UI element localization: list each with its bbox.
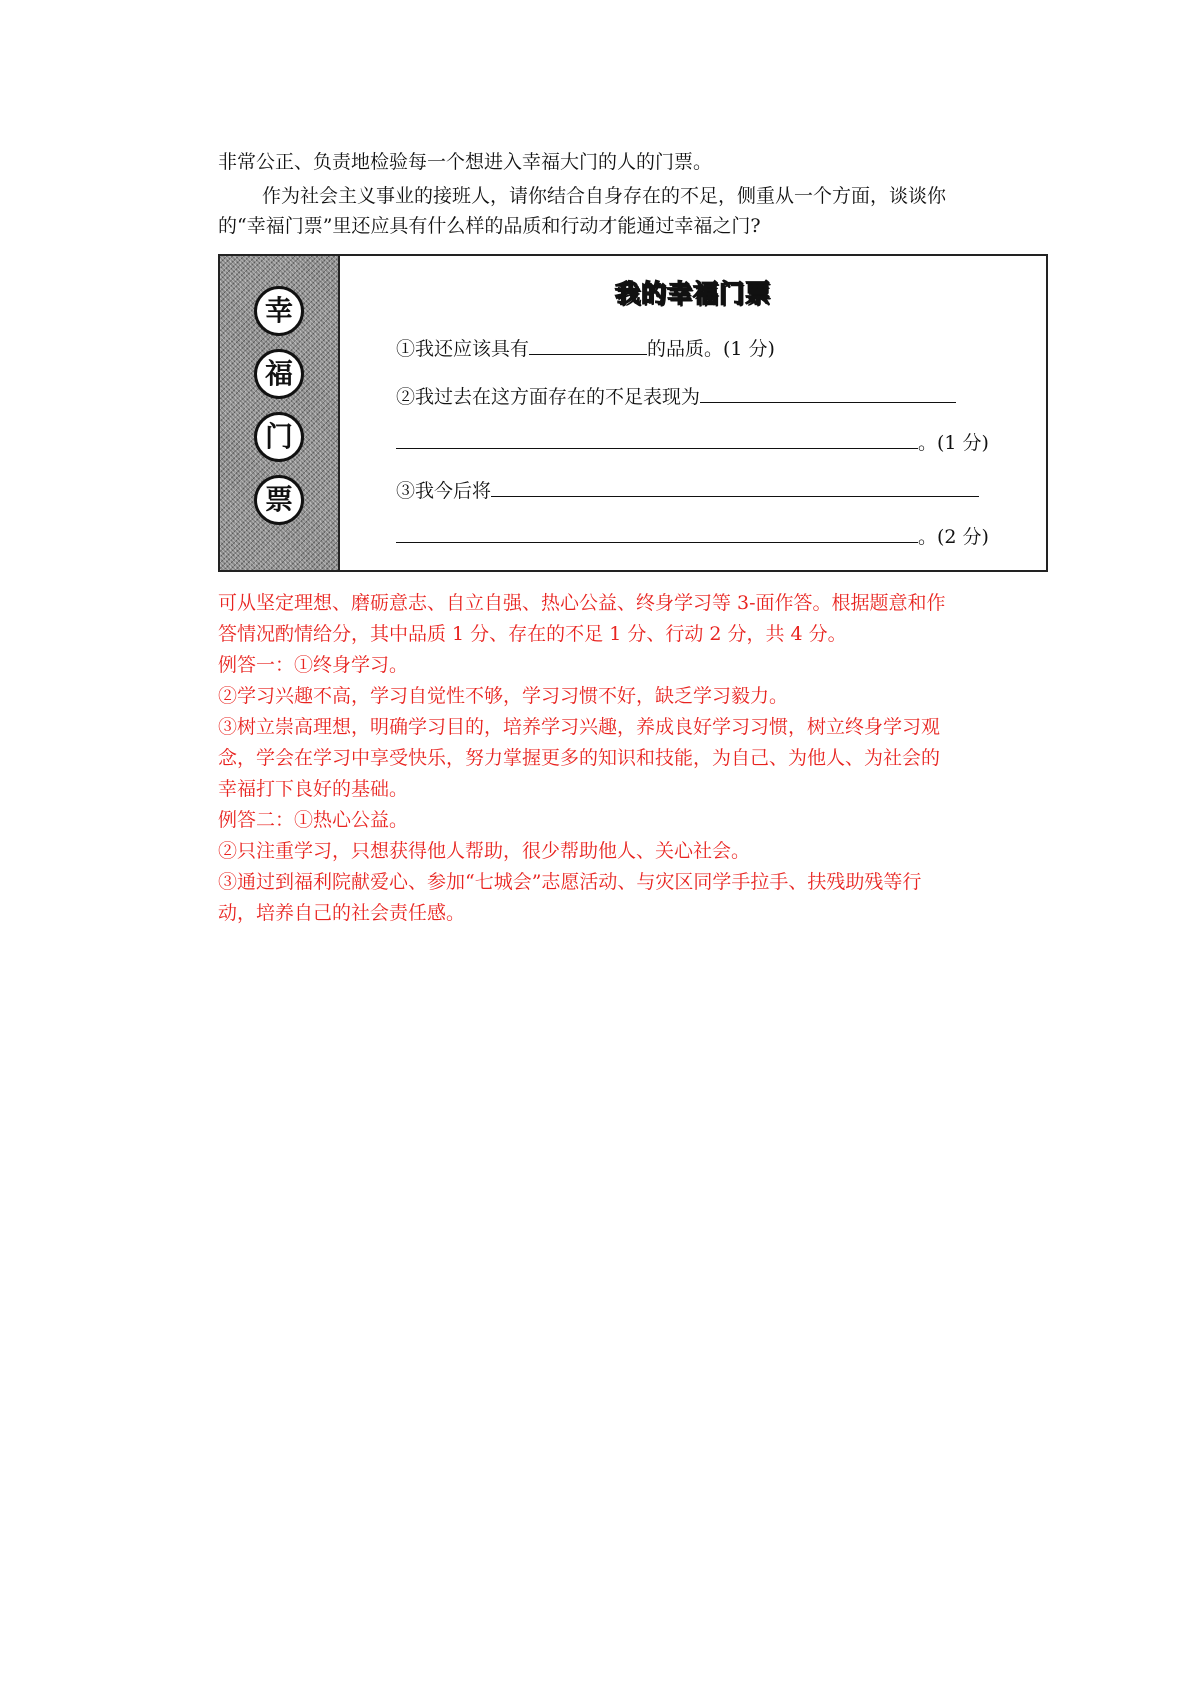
- ticket-item-3-cont: [396, 522, 989, 551]
- answer-line-6: 念，学会在学习中享受快乐，努力掌握更多的知识和技能，为自己、为他人、为社会的: [218, 747, 941, 769]
- ticket-item-2: [396, 382, 956, 411]
- answer-line-7: 幸福打下良好的基础。: [218, 778, 409, 800]
- answer-line-10: ③通过到福利院献爱心、参加“七城会”志愿活动、与灾区同学手拉手、扶残助残等行: [218, 871, 922, 893]
- ticket-item-1-blank[interactable]: [529, 334, 647, 355]
- ticket-side-char-3: 门: [254, 412, 304, 462]
- ticket-item-3-prefix: ③我今后将: [396, 480, 492, 502]
- ticket-item-2-blank-b[interactable]: [396, 428, 918, 449]
- ticket-title: 我的幸福门票: [614, 279, 771, 308]
- answer-line-11: 动，培养自己的社会责任感。: [218, 902, 466, 924]
- ticket-item-3-blank-b[interactable]: [396, 522, 918, 543]
- answer-line-8: 例答二：①热心公益。: [218, 809, 409, 831]
- answer-line-9: ②只注重学习，只想获得他人帮助，很少帮助他人、关心社会。: [218, 840, 751, 862]
- ticket-item-1-prefix: ①我还应该具有: [396, 338, 530, 360]
- answer-line-2: 答情况酌情给分，其中品质 1 分、存在的不足 1 分、行动 2 分，共 4 分。: [218, 623, 847, 645]
- answer-line-3: 例答一：①终身学习。: [218, 654, 409, 676]
- answer-line-4: ②学习兴趣不高，学习自觉性不够，学习习惯不好，缺乏学习毅力。: [218, 685, 789, 707]
- ticket-item-3-blank-a[interactable]: [491, 476, 979, 497]
- ticket-item-2-blank-a[interactable]: [700, 382, 956, 403]
- ticket-item-1: [396, 334, 775, 363]
- ticket-item-2-prefix: ②我过去在这方面存在的不足表现为: [396, 386, 701, 408]
- ticket-item-3-end: 。(2 分): [918, 526, 989, 548]
- ticket-side-char-2: 福: [254, 349, 304, 399]
- happiness-ticket: [218, 254, 1048, 572]
- ticket-side-char-1: 幸: [254, 286, 304, 336]
- ticket-item-3: [396, 476, 979, 505]
- ticket-item-2-cont: [396, 428, 989, 457]
- answer-line-5: ③树立崇高理想，明确学习目的，培养学习兴趣，养成良好学习习惯，树立终身学习观: [218, 716, 941, 738]
- answer-line-1: 可从坚定理想、磨砺意志、自立自强、热心公益、终身学习等 3-面作答。根据题意和作: [218, 592, 946, 614]
- ticket-side-char-4: 票: [254, 475, 304, 525]
- question-line-2: 作为社会主义事业的接班人，请你结合自身存在的不足，侧重从一个方面，谈谈你: [262, 185, 947, 207]
- ticket-item-2-end: 。(1 分): [918, 432, 989, 454]
- ticket-item-1-suffix: 的品质。(1 分): [647, 338, 775, 360]
- ticket-side-panel: [220, 256, 340, 570]
- question-line-1: 非常公正、负责地检验每一个想进入幸福大门的人的门票。: [218, 151, 713, 173]
- question-line-3: 的“幸福门票”里还应具有什么样的品质和行动才能通过幸福之门?: [218, 215, 761, 237]
